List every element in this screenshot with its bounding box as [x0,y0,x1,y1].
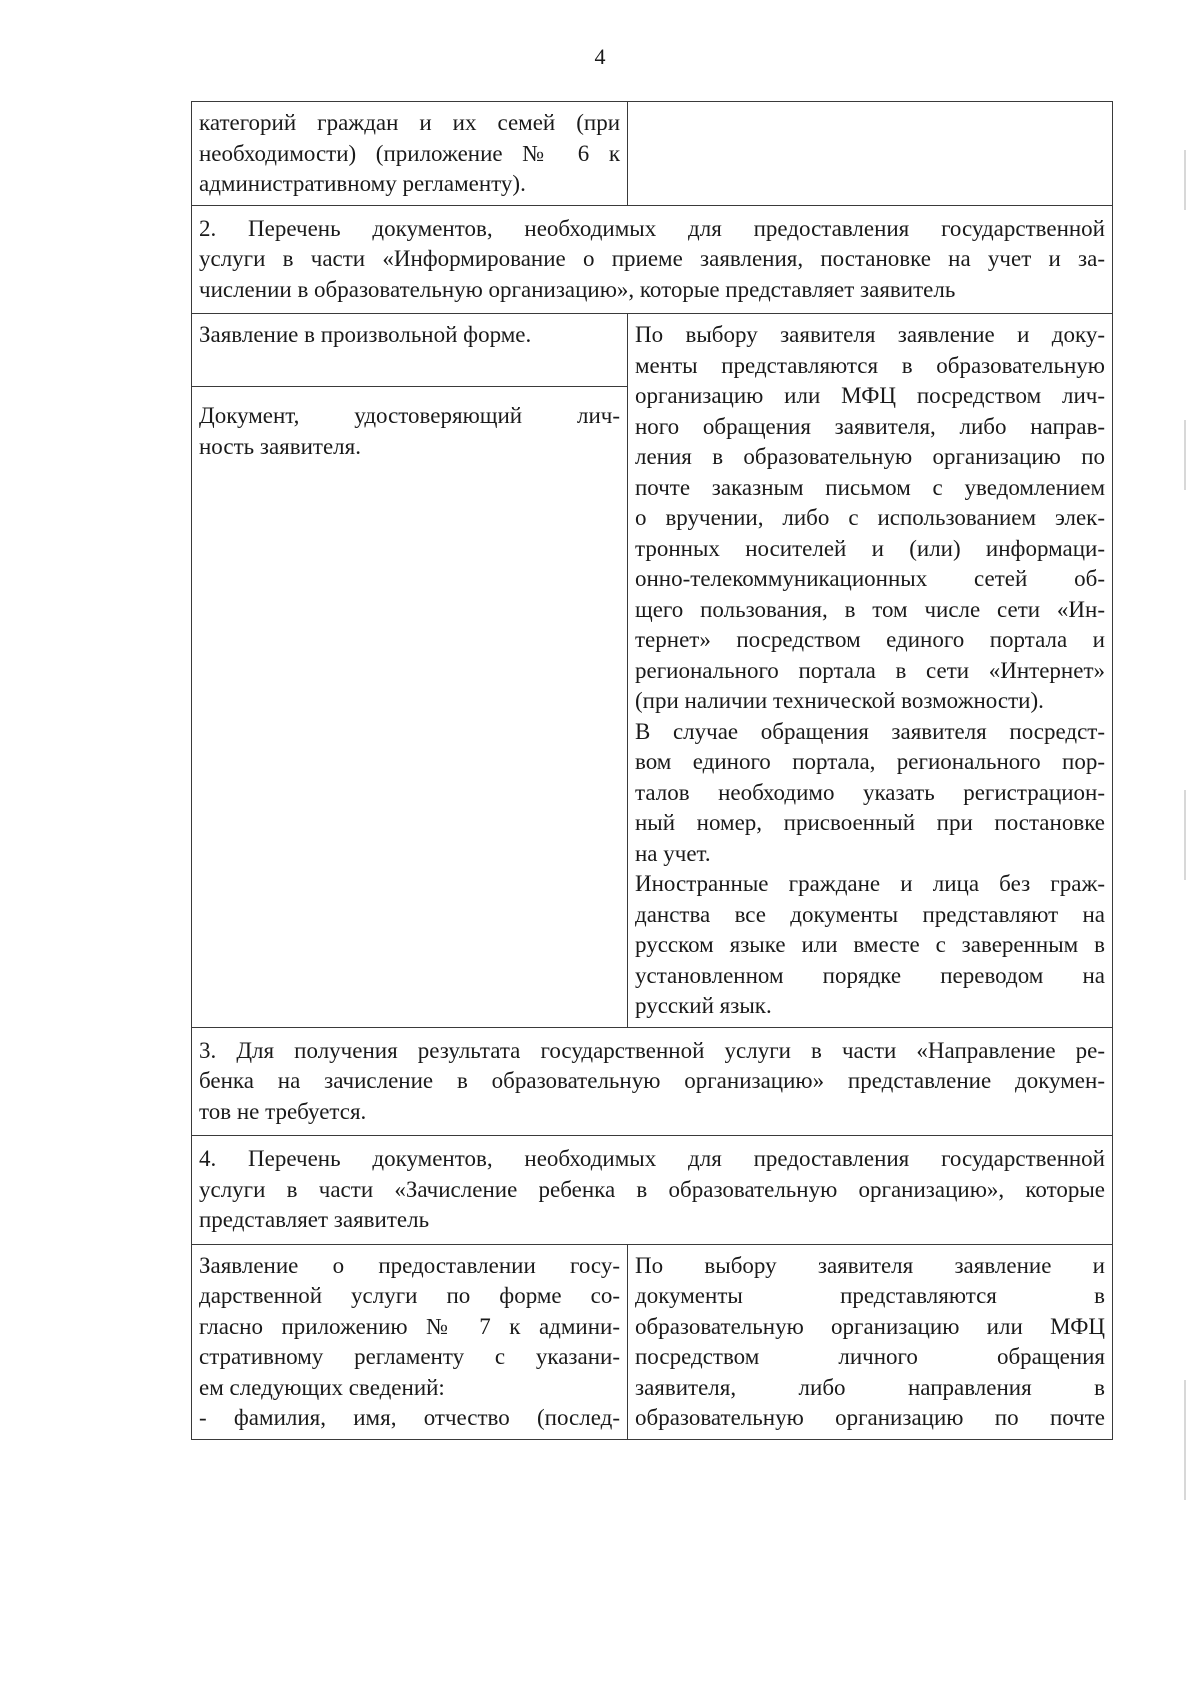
scan-artifact [1184,150,1186,210]
empty-cell [628,102,1113,206]
text-line: стративному регламенту с указани- [199,1344,620,1369]
text-line: По выбору заявителя заявление и [635,1252,1105,1278]
text-line: тов не требуется. [199,1098,367,1124]
text-line: услуги в части «Зачисление ребенка в образовательную организацию», которые [199,1176,1105,1202]
text-line: ность заявителя. [199,433,361,459]
text-line: русский язык. [635,993,772,1018]
text-line: заявителя, либо направления в [635,1374,1105,1400]
section-heading-3 [192,1027,1113,1136]
text-line: - фамилия, имя, отчество (послед- [199,1405,620,1430]
table-row [192,314,1113,1028]
text-line: онно-телекоммуникационных сетей об- [635,566,1105,591]
text-line: бенка на зачисление в образовательную организацию» представление докумен- [199,1068,1105,1093]
text-line: гласно приложению № 7 к админи- [199,1313,620,1339]
text-line: ного обращения заявителя, либо направ- [635,413,1105,439]
text-line: услуги в части «Информирование о приеме заявления, постановке на учет и за- [199,246,1105,271]
scan-artifact [1184,420,1186,490]
table-row [192,102,1113,206]
text-line: необходимости) (приложение № 6 к [199,140,620,166]
section-heading-4 [192,1136,1113,1245]
table-row [192,1136,1113,1245]
text-line: образовательную организацию по почте [635,1405,1105,1430]
text-line: категорий граждан и их семей (при [199,110,620,135]
list-item [192,387,627,468]
text-line: ления в образовательную организацию по [635,444,1105,469]
scan-artifact [1184,1380,1186,1500]
text-line: Заявление в произвольной форме. [199,322,532,347]
text-line: талов необходимо указать регистрацион- [635,779,1105,805]
text-line: В случае обращения заявителя посредст- [635,718,1105,744]
text-line: документы представляются в [635,1283,1105,1308]
text-line: Заявление о предоставлении госу- [199,1252,620,1278]
submission-method-cell [628,1244,1113,1439]
text-line: почте заказным письмом с уведомлением [635,474,1105,500]
table-row [192,205,1113,314]
text-line: административному регламенту). [199,171,526,196]
scan-artifact [1184,790,1186,880]
text-line: посредством личного обращения [635,1344,1105,1369]
text-line: По выбору заявителя заявление и доку- [635,322,1105,347]
text-line: менты представляются в образовательную [635,352,1105,378]
text-line: тернет» посредством единого портала и [635,627,1105,652]
text-line: представляет заявитель [199,1207,430,1232]
text-line: установленном порядке переводом на [635,962,1105,988]
list-item [192,314,627,387]
submission-method-cell [628,314,1113,1028]
page-number: 4 [594,44,606,69]
text-line: данства все документы представляют на [635,901,1105,927]
text-line: на учет. [635,840,711,866]
text-line: образовательную организацию или МФЦ [635,1313,1105,1339]
text-line: числении в образовательную организацию», которые представляет заявитель [199,276,956,302]
text-line: тронных носителей и (или) информаци- [635,535,1105,561]
documents-cell [192,314,628,1028]
requirements-table [191,101,1113,1440]
application-cell [192,1244,628,1439]
text-line: вом единого портала, регионального пор- [635,749,1105,774]
text-line: Иностранные граждане и лица без граж- [635,871,1105,896]
text-line: регионального портала в сети «Интернет» [635,657,1105,683]
list-item [199,108,620,200]
text-line: ем следующих сведений: [199,1374,445,1400]
text-line: щего пользования, в том числе сети «Ин- [635,596,1105,622]
text-line: о вручении, либо с использованием элек- [635,505,1105,530]
text-line: дарственной услуги по форме со- [199,1283,620,1308]
continued-cell [192,102,628,206]
section-heading-2 [192,205,1113,314]
text-line: ный номер, присвоенный при постановке [635,810,1105,835]
text-line: 2. Перечень документов, необходимых для предоставления государственной [199,215,1105,241]
text-line: Документ, удостоверяющий лич- [199,403,620,428]
text-line: русском языке или вместе с заверенным в [635,932,1105,957]
text-line: (при наличии технической возможности). [635,688,1044,713]
text-line: 3. Для получения результата государственной услуги в части «Направление ре- [199,1037,1105,1063]
table-row [192,1027,1113,1136]
text-line: организацию или МФЦ посредством лич- [635,383,1105,408]
table-row [192,1244,1113,1439]
text-line: 4. Перечень документов, необходимых для предоставления государственной [199,1146,1105,1171]
